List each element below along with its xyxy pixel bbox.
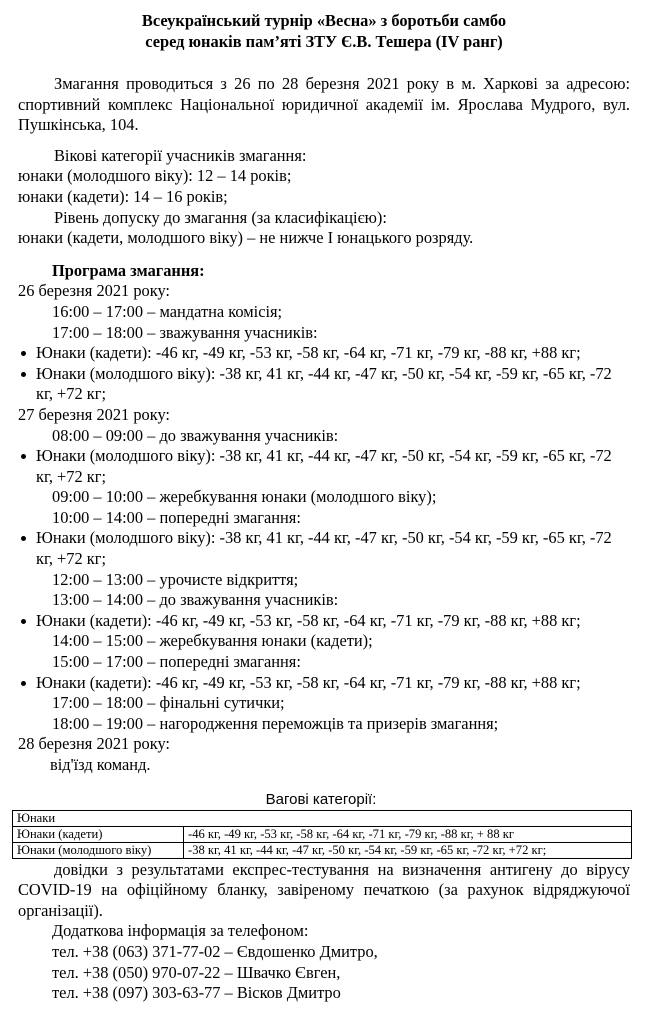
weight-list-item: Юнаки (кадети): -46 кг, -49 кг, -53 кг, -58 кг, -64 кг, -71 кг, -79 кг, -88 кг, +88 кг; bbox=[18, 343, 630, 364]
schedule-slot: 15:00 – 17:00 – попередні змагання: bbox=[52, 652, 301, 672]
schedule-slot: 09:00 – 10:00 – жеребкування юнаки (молодшого віку); bbox=[52, 487, 437, 507]
schedule-slot: 08:00 – 09:00 – до зважування учасників: bbox=[52, 425, 339, 445]
weight-list-item: Юнаки (молодшого віку): -38 кг, 41 кг, -44 кг, -47 кг, -50 кг, -54 кг, -59 кг, -65 кг, -72 кг, +72 кг; bbox=[18, 528, 630, 569]
weight-table-title: Вагові категорії: bbox=[265, 790, 377, 808]
covid-note: довідки з результатами експрес-тестування на визначення антигену до вірусу COVID-19 на офіційному бланку, завіреному печаткою (за рахунок відряджуючої організації). bbox=[18, 859, 630, 920]
schedule-slot: 14:00 – 15:00 – жеребкування юнаки (кадети); bbox=[52, 631, 373, 651]
weight-list-item: Юнаки (молодшого віку): -38 кг, 41 кг, -44 кг, -47 кг, -50 кг, -54 кг, -59 кг, -65 кг, -72 кг, +72 кг; bbox=[18, 364, 630, 405]
admission-heading: Рівень допуску до змагання (за класифікацією): bbox=[54, 207, 387, 227]
table-header-cell: Юнаки bbox=[13, 810, 632, 826]
age-categories-heading: Вікові категорії учасників змагання: bbox=[54, 145, 307, 165]
table-row-value: -46 кг, -49 кг, -53 кг, -58 кг, -64 кг, -71 кг, -79 кг, -88 кг, + 88 кг bbox=[184, 826, 632, 842]
title-line-1: Всеукраїнський турнір «Весна» з боротьби самбо bbox=[141, 11, 507, 30]
contacts-heading: Додаткова інформація за телефоном: bbox=[52, 921, 309, 941]
weight-list-item: Юнаки (кадети): -46 кг, -49 кг, -53 кг, -58 кг, -64 кг, -71 кг, -79 кг, -88 кг, +88 кг; bbox=[18, 673, 630, 694]
contact-item: тел. +38 (097) 303-63-77 – Вісков Дмитро bbox=[52, 983, 341, 1003]
schedule-slot: 12:00 – 13:00 – урочисте відкриття; bbox=[52, 569, 299, 589]
table-header-row bbox=[13, 810, 632, 826]
table-row-label: Юнаки (кадети) bbox=[13, 826, 184, 842]
age-category-item: юнаки (молодшого віку): 12 – 14 років; bbox=[18, 166, 292, 186]
schedule-slot: 16:00 – 17:00 – мандатна комісія; bbox=[52, 301, 283, 321]
schedule-slot: 17:00 – 18:00 – зважування учасників: bbox=[52, 322, 318, 342]
age-category-item: юнаки (кадети): 14 – 16 років; bbox=[18, 186, 228, 206]
schedule-slot: 17:00 – 18:00 – фінальні сутички; bbox=[52, 693, 285, 713]
table-row bbox=[13, 842, 632, 858]
weight-categories-table bbox=[12, 810, 632, 859]
document-page bbox=[18, 10, 630, 1004]
day-date: 28 березня 2021 року: bbox=[18, 734, 170, 754]
table-row-label: Юнаки (молодшого віку) bbox=[13, 842, 184, 858]
day-date: 27 березня 2021 року: bbox=[18, 404, 170, 424]
table-row-value: -38 кг, 41 кг, -44 кг, -47 кг, -50 кг, -54 кг, -59 кг, -65 кг, -72 кг, +72 кг; bbox=[184, 842, 632, 858]
schedule-slot: 10:00 – 14:00 – попередні змагання: bbox=[52, 507, 301, 527]
intro-paragraph: Змагання проводиться з 26 по 28 березня 2021 року в м. Харкові за адресою: спортивний комплекс Національної юридичної академії ім. Ярослава Мудрого, вул. Пушкінська, 104. bbox=[18, 74, 630, 135]
contact-item: тел. +38 (050) 970-07-22 – Швачко Євген, bbox=[52, 962, 341, 982]
schedule-slot: 18:00 – 19:00 – нагородження переможців та призерів змагання; bbox=[52, 713, 499, 733]
contact-item: тел. +38 (063) 371-77-02 – Євдошенко Дмитро, bbox=[52, 941, 378, 961]
program-heading: Програма змагання: bbox=[52, 260, 205, 280]
weight-list-item: Юнаки (молодшого віку): -38 кг, 41 кг, -44 кг, -47 кг, -50 кг, -54 кг, -59 кг, -65 кг, -72 кг, +72 кг; bbox=[18, 446, 630, 487]
day-date: 26 березня 2021 року: bbox=[18, 281, 170, 301]
schedule-slot: 13:00 – 14:00 – до зважування учасників: bbox=[52, 590, 339, 610]
table-row bbox=[13, 826, 632, 842]
title-line-2: серед юнаків пам’яті ЗТУ Є.В. Тешера (IV ранг) bbox=[145, 32, 503, 51]
document-header bbox=[18, 10, 630, 52]
schedule-slot: від'їзд команд. bbox=[50, 755, 151, 774]
admission-text: юнаки (кадети, молодшого віку) – не нижче І юнацького розряду. bbox=[18, 228, 474, 248]
weight-list-item: Юнаки (кадети): -46 кг, -49 кг, -53 кг, -58 кг, -64 кг, -71 кг, -79 кг, -88 кг, +88 кг; bbox=[18, 611, 630, 632]
